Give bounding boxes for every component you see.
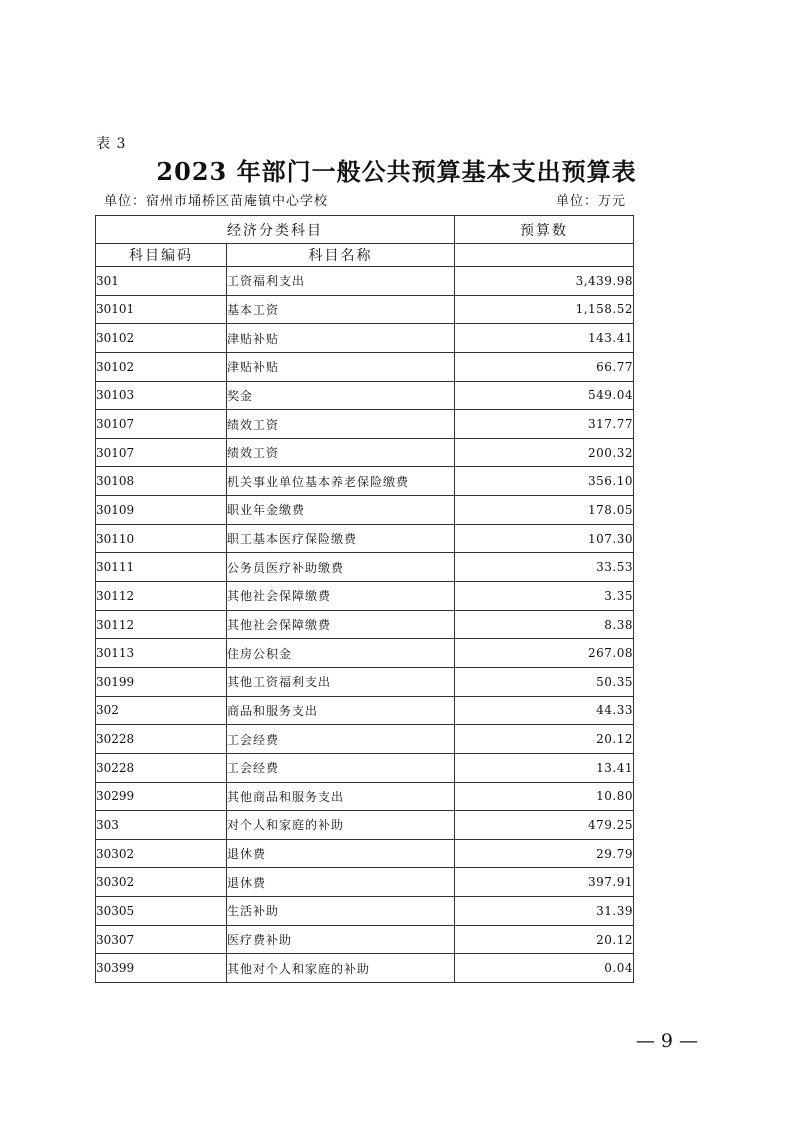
table-row	[96, 696, 634, 725]
code-cell: 30102	[96, 352, 227, 381]
amount-cell: 1,158.52	[455, 295, 634, 324]
code-cell: 30103	[96, 381, 227, 410]
budget-table	[95, 215, 634, 983]
name-cell: 其他商品和服务支出	[227, 782, 455, 811]
amount-cell: 3.35	[455, 582, 634, 611]
amount-cell: 44.33	[455, 696, 634, 725]
amount-cell: 317.77	[455, 410, 634, 439]
amount-cell: 107.30	[455, 524, 634, 553]
page-title: 2023 年部门一般公共预算基本支出预算表	[156, 157, 637, 186]
unit-organization: 单位：宿州市埇桥区苗庵镇中心学校	[104, 194, 329, 209]
name-cell: 职业年金缴费	[227, 496, 455, 525]
name-cell: 绩效工资	[227, 410, 455, 439]
table-row	[96, 267, 634, 296]
code-cell: 30107	[96, 438, 227, 467]
table-row	[96, 725, 634, 754]
unit-currency: 单位：万元	[555, 194, 626, 209]
name-cell: 津贴补贴	[227, 324, 455, 353]
code-cell: 30302	[96, 839, 227, 868]
code-cell: 30228	[96, 725, 227, 754]
code-cell: 30102	[96, 324, 227, 353]
table-row	[96, 582, 634, 611]
name-cell: 工会经费	[227, 725, 455, 754]
table-row	[96, 381, 634, 410]
table-row	[96, 897, 634, 926]
name-cell: 其他社会保障缴费	[227, 610, 455, 639]
code-cell: 30305	[96, 897, 227, 926]
code-cell: 301	[96, 267, 227, 296]
name-cell: 机关事业单位基本养老保险缴费	[227, 467, 455, 496]
name-cell: 其他社会保障缴费	[227, 582, 455, 611]
amount-cell: 66.77	[455, 352, 634, 381]
name-cell: 工会经费	[227, 753, 455, 782]
amount-cell: 178.05	[455, 496, 634, 525]
code-cell: 30307	[96, 925, 227, 954]
table-row	[96, 467, 634, 496]
code-cell: 302	[96, 696, 227, 725]
table-row	[96, 496, 634, 525]
name-cell: 奖金	[227, 381, 455, 410]
amount-cell: 356.10	[455, 467, 634, 496]
name-cell: 职工基本医疗保险缴费	[227, 524, 455, 553]
name-cell: 工资福利支出	[227, 267, 455, 296]
table-row	[96, 839, 634, 868]
name-cell: 其他对个人和家庭的补助	[227, 954, 455, 983]
name-cell: 基本工资	[227, 295, 455, 324]
amount-cell: 3,439.98	[455, 267, 634, 296]
header-blank	[455, 244, 634, 267]
table-label: 表 3	[96, 136, 127, 152]
header-budget-amount: 预算数	[455, 216, 634, 244]
amount-cell: 10.80	[455, 782, 634, 811]
name-cell: 生活补助	[227, 897, 455, 926]
table-row	[96, 753, 634, 782]
table-row	[96, 295, 634, 324]
table-row	[96, 352, 634, 381]
table-row	[96, 524, 634, 553]
amount-cell: 20.12	[455, 725, 634, 754]
code-cell: 30111	[96, 553, 227, 582]
table-row	[96, 610, 634, 639]
header-subject-code: 科目编码	[96, 244, 227, 267]
table-row	[96, 667, 634, 696]
table-row	[96, 410, 634, 439]
amount-cell: 8.38	[455, 610, 634, 639]
name-cell: 医疗费补助	[227, 925, 455, 954]
amount-cell: 397.91	[455, 868, 634, 897]
name-cell: 住房公积金	[227, 639, 455, 668]
amount-cell: 549.04	[455, 381, 634, 410]
table-row	[96, 438, 634, 467]
name-cell: 公务员医疗补助缴费	[227, 553, 455, 582]
table-row	[96, 954, 634, 983]
amount-cell: 13.41	[455, 753, 634, 782]
amount-cell: 33.53	[455, 553, 634, 582]
table-row	[96, 324, 634, 353]
table-row	[96, 553, 634, 582]
header-subject-name: 科目名称	[227, 244, 455, 267]
table-row	[96, 639, 634, 668]
table-row	[96, 811, 634, 840]
code-cell: 30113	[96, 639, 227, 668]
amount-cell: 29.79	[455, 839, 634, 868]
code-cell: 30108	[96, 467, 227, 496]
name-cell: 绩效工资	[227, 438, 455, 467]
amount-cell: 31.39	[455, 897, 634, 926]
amount-cell: 479.25	[455, 811, 634, 840]
name-cell: 退休费	[227, 868, 455, 897]
code-cell: 30112	[96, 610, 227, 639]
code-cell: 30228	[96, 753, 227, 782]
code-cell: 30101	[96, 295, 227, 324]
name-cell: 其他工资福利支出	[227, 667, 455, 696]
code-cell: 30110	[96, 524, 227, 553]
code-cell: 30302	[96, 868, 227, 897]
name-cell: 商品和服务支出	[227, 696, 455, 725]
code-cell: 30107	[96, 410, 227, 439]
amount-cell: 200.32	[455, 438, 634, 467]
name-cell: 对个人和家庭的补助	[227, 811, 455, 840]
code-cell: 30199	[96, 667, 227, 696]
name-cell: 退休费	[227, 839, 455, 868]
code-cell: 30112	[96, 582, 227, 611]
amount-cell: 20.12	[455, 925, 634, 954]
header-economic-category: 经济分类科目	[96, 216, 455, 244]
table-body	[96, 267, 634, 983]
amount-cell: 267.08	[455, 639, 634, 668]
name-cell: 津贴补贴	[227, 352, 455, 381]
code-cell: 30299	[96, 782, 227, 811]
code-cell: 30399	[96, 954, 227, 983]
amount-cell: 0.04	[455, 954, 634, 983]
code-cell: 303	[96, 811, 227, 840]
table-row	[96, 925, 634, 954]
page-number: — 9 —	[635, 1030, 698, 1052]
table-row	[96, 868, 634, 897]
amount-cell: 143.41	[455, 324, 634, 353]
code-cell: 30109	[96, 496, 227, 525]
amount-cell: 50.35	[455, 667, 634, 696]
table-row	[96, 782, 634, 811]
